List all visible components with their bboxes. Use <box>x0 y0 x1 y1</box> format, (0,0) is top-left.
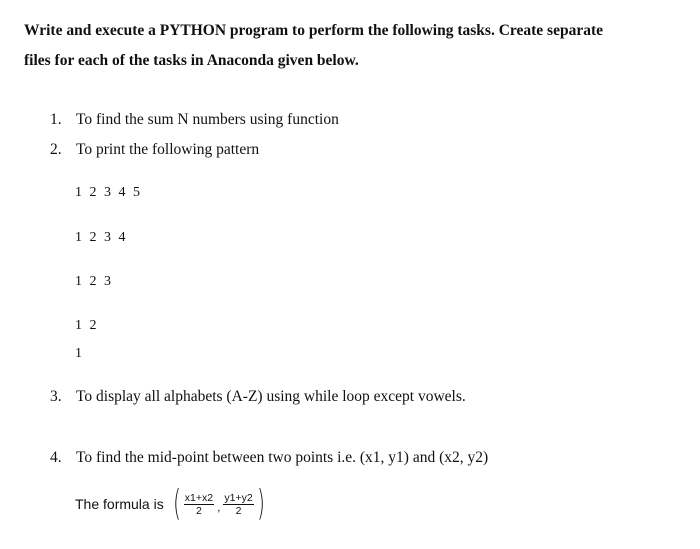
x-fraction <box>184 492 214 517</box>
y-fraction <box>223 492 253 517</box>
task-text: To print the following pattern <box>76 141 260 158</box>
task-text: To find the mid-point between two points i.e. (x1, y1) and (x2, y2) <box>76 449 489 466</box>
task-3 <box>50 388 466 406</box>
pattern-row-5: 1 <box>75 346 84 361</box>
task-number: 4. <box>50 449 62 466</box>
task-4 <box>50 449 488 467</box>
midpoint-formula <box>75 483 268 524</box>
task-2 <box>50 141 259 159</box>
x-numerator: x1+x2 <box>184 491 214 504</box>
pattern-row-3: 1 2 3 <box>75 274 113 289</box>
pattern-row-1: 1 2 3 4 5 <box>75 185 142 200</box>
y-numerator: y1+y2 <box>224 491 253 504</box>
task-text: To display all alphabets (A-Z) using while loop except vowels. <box>76 388 466 405</box>
task-number: 1. <box>50 111 62 128</box>
heading-line-1: Write and execute a PYTHON program to perform the following tasks. Create separate <box>24 22 603 39</box>
task-1 <box>50 111 339 129</box>
assignment-heading <box>24 16 684 76</box>
formula-open-paren: ( <box>172 483 181 524</box>
task-number: 2. <box>50 141 62 158</box>
pattern-row-4: 1 2 <box>75 318 99 333</box>
x-denominator: 2 <box>195 504 202 517</box>
pattern-row-2: 1 2 3 4 <box>75 230 128 245</box>
formula-label: The formula is <box>75 496 164 512</box>
y-denominator: 2 <box>235 504 242 517</box>
formula-separator: , <box>217 500 221 514</box>
task-text: To find the sum N numbers using function <box>76 111 339 128</box>
heading-line-2: files for each of the tasks in Anaconda given below. <box>24 52 359 69</box>
task-number: 3. <box>50 388 62 405</box>
formula-close-paren: ) <box>256 483 265 524</box>
